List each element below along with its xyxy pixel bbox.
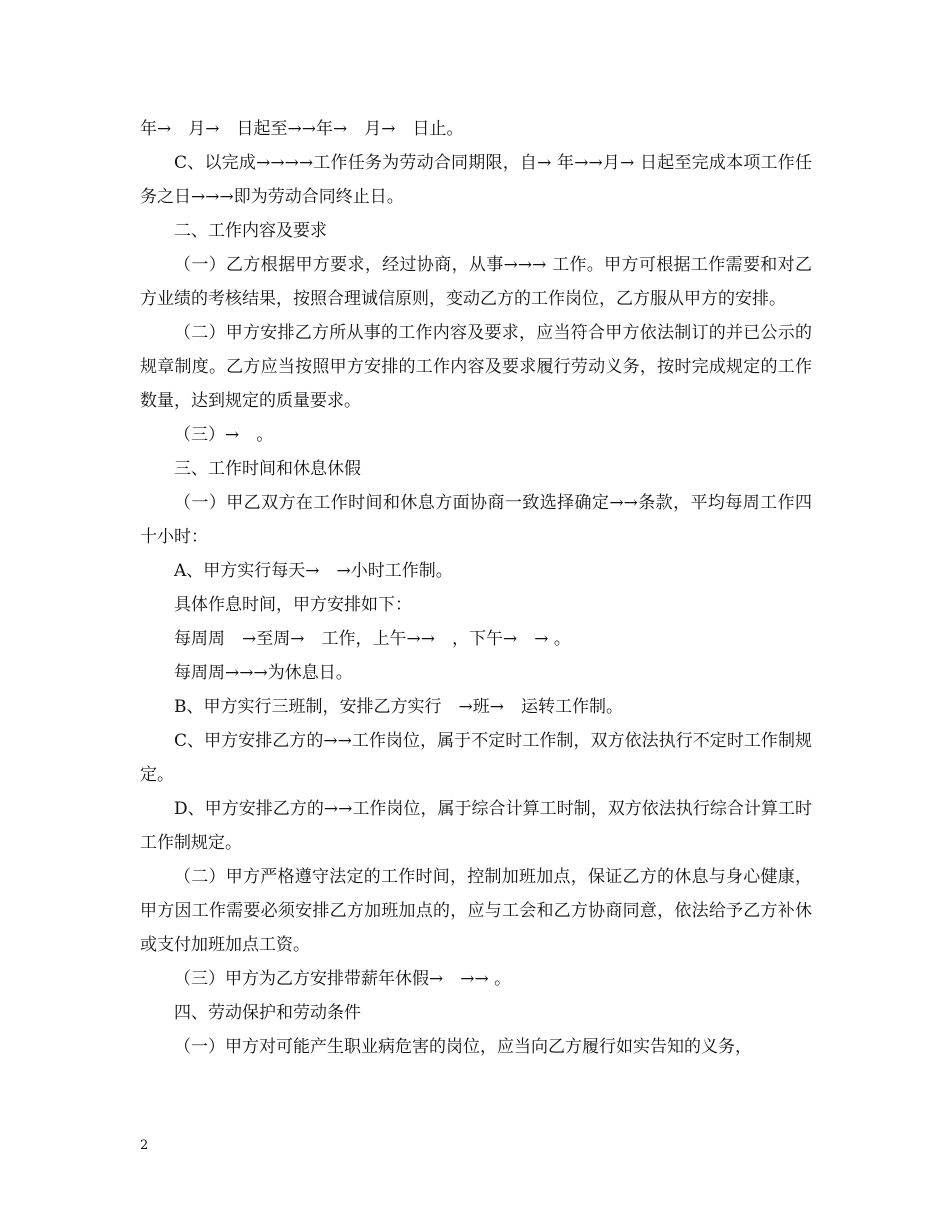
paragraph: （三）→ 。 xyxy=(174,425,274,445)
paragraph: 具体作息时间，甲方安排如下： xyxy=(174,595,412,615)
paragraph: D、甲方安排乙方的→→工作岗位，属于综合计算工时制，双方依法执行综合计算工时工作制规定。 xyxy=(140,799,812,853)
paragraph: B、甲方实行三班制，安排乙方实行 →班→ 运转工作制。 xyxy=(174,697,623,717)
paragraph: （二）甲方安排乙方所从事的工作内容及要求，应当符合甲方依法制订的并已公示的规章制度。乙方应当按照甲方安排的工作内容及要求履行劳动义务，按时完成规定的工作数量，达到规定的质量要求。 xyxy=(140,323,812,411)
paragraph: （一）甲方对可能产生职业病危害的岗位，应当向乙方履行如实告知的义务， xyxy=(174,1037,752,1057)
paragraph: （二）甲方严格遵守法定的工作时间，控制加班加点，保证乙方的休息与身心健康，甲方因工作需要必须安排乙方加班加点的，应与工会和乙方协商同意，依法给予乙方补休或支付加班加点工资。 xyxy=(140,867,812,955)
section-heading: 二、工作内容及要求 xyxy=(174,221,327,241)
paragraph: （一）乙方根据甲方要求，经过协商，从事→→→ 工作。甲方可根据工作需要和对乙方业绩的考核结果，按照合理诚信原则，变动乙方的工作岗位，乙方服从甲方的安排。 xyxy=(140,255,812,309)
paragraph: C、以完成→→→→工作任务为劳动合同期限，自→ 年→→月→ 日起至完成本项工作任务之日→→→即为劳动合同终止日。 xyxy=(140,153,812,207)
paragraph: C、甲方安排乙方的→→工作岗位，属于不定时工作制，双方依法执行不定时工作制规定。 xyxy=(140,731,812,785)
paragraph: 每周周 →至周→ 工作，上午→→ ，下午→ → 。 xyxy=(174,629,571,649)
document-body xyxy=(140,112,812,1064)
paragraph: 年→ 月→ 日起至→→年→ 月→ 日止。 xyxy=(140,119,464,139)
paragraph: 每周周→→→为休息日。 xyxy=(174,663,353,683)
paragraph: （一）甲乙双方在工作时间和休息方面协商一致选择确定→→条款，平均每周工作四十小时： xyxy=(140,493,812,547)
section-heading: 四、劳动保护和劳动条件 xyxy=(174,1003,361,1023)
section-heading: 三、工作时间和休息休假 xyxy=(174,459,361,479)
paragraph: A、甲方实行每天→ →小时工作制。 xyxy=(174,561,453,581)
paragraph: （三）甲方为乙方安排带薪年休假→ →→ 。 xyxy=(174,969,512,989)
page-number: 2 xyxy=(140,1138,149,1153)
